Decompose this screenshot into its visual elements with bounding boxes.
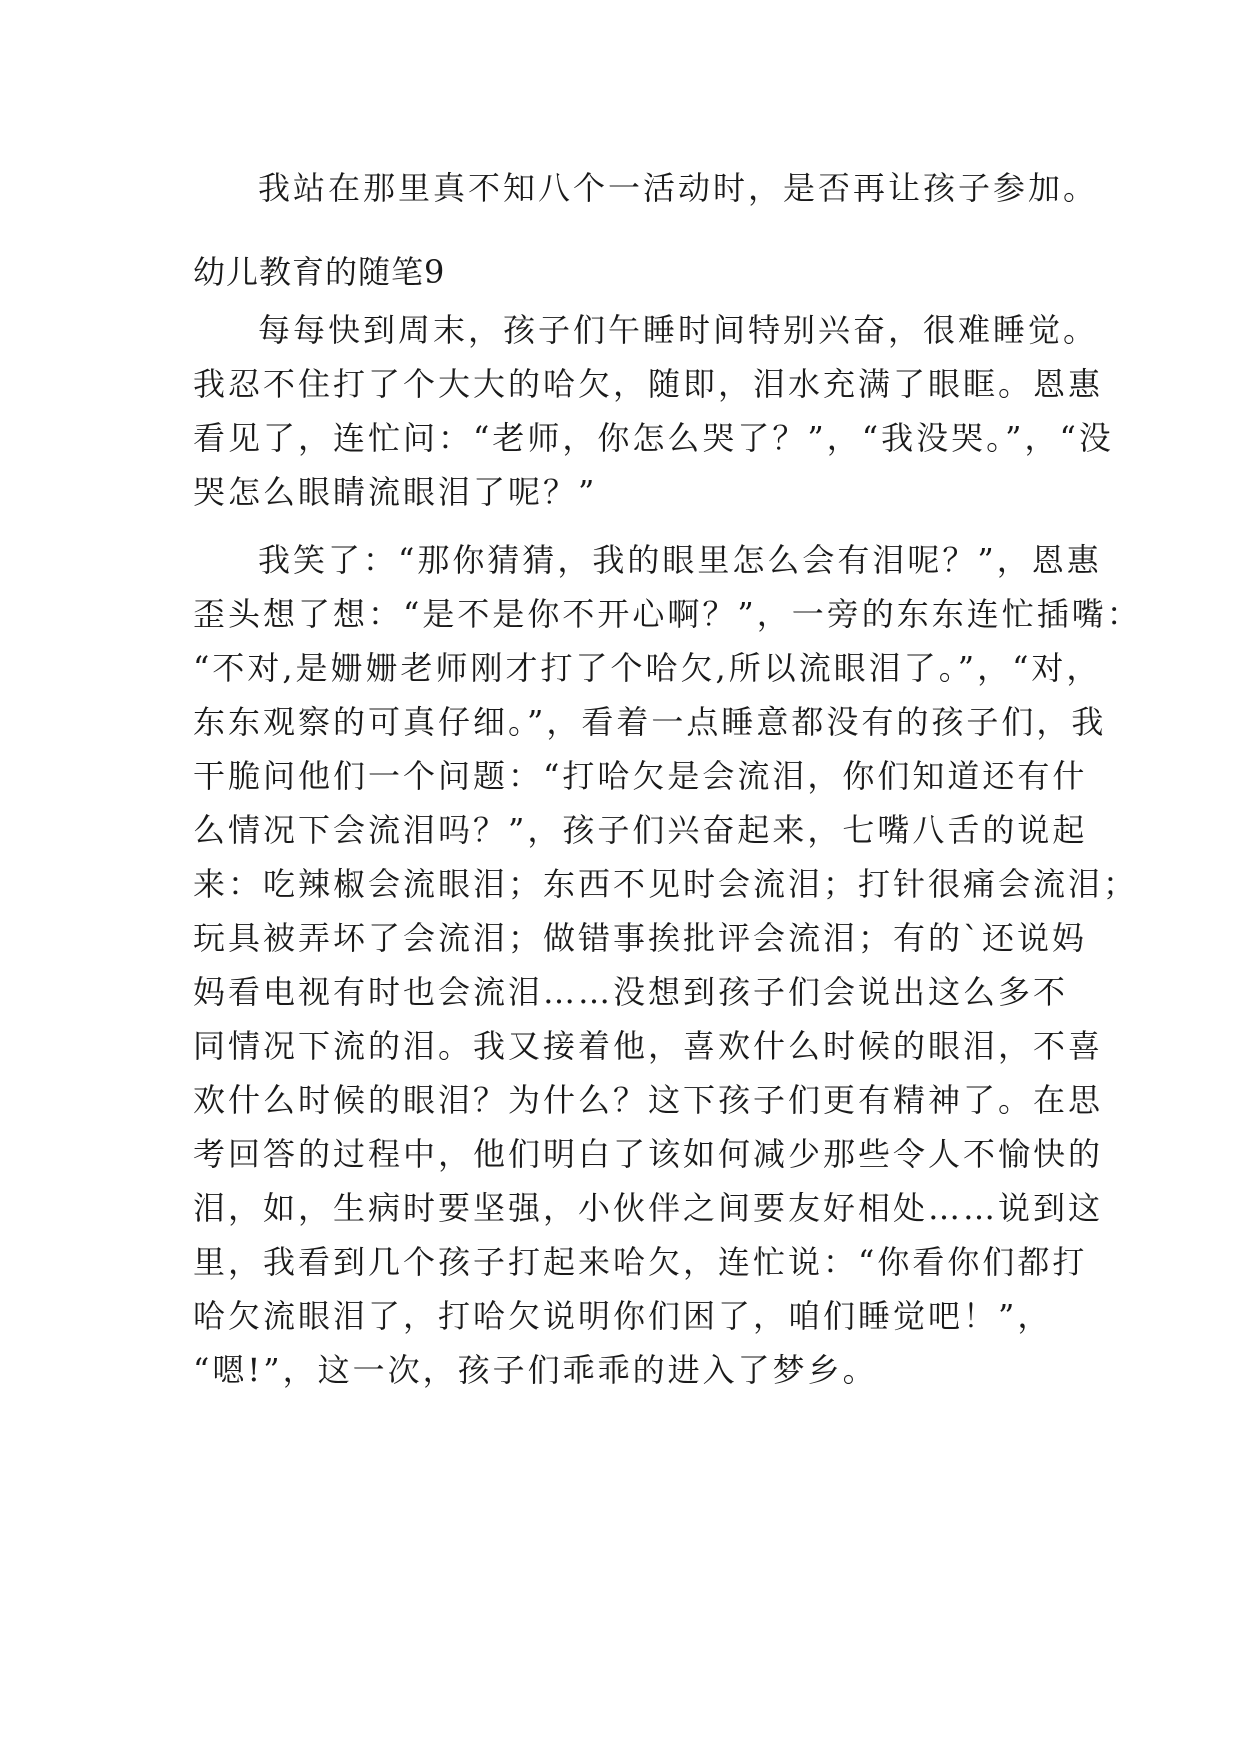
paragraph-line: 歪头想了想：“是不是你不开心啊？”，一旁的东东连忙插嘴： — [193, 595, 1142, 633]
paragraph-line: 同情况下流的泪。我又接着他，喜欢什么时候的眼泪，不喜 — [193, 1027, 1104, 1065]
paragraph-line: “嗯!”，这一次，孩子们乖乖的进入了梦乡。 — [193, 1351, 878, 1389]
paragraph-line: 看见了，连忙问：“老师，你怎么哭了？”，“我没哭。”，“没 — [193, 419, 1114, 457]
paragraph-line: 玩具被弄坏了会流泪；做错事挨批评会流泪；有的`还说妈 — [193, 919, 1088, 957]
paragraph-line: 里，我看到几个孩子打起来哈欠，连忙说：“你看你们都打 — [193, 1243, 1088, 1281]
paragraph-line: 么情况下会流泪吗？”，孩子们兴奋起来，七嘴八舌的说起 — [193, 811, 1088, 849]
paragraph-line: 东东观察的可真仔细。”，看着一点睡意都没有的孩子们，我 — [193, 703, 1107, 741]
paragraph-line: 每每快到周末，孩子们午睡时间特别兴奋，很难睡觉。 — [258, 311, 1099, 349]
paragraph-line: “不对,是姗姗老师刚才打了个哈欠,所以流眼泪了。”，“对， — [193, 649, 1102, 687]
paragraph-line: 我站在那里真不知八个一活动时，是否再让孩子参加。 — [258, 169, 1099, 207]
paragraph-line: 干脆问他们一个问题：“打哈欠是会流泪，你们知道还有什 — [193, 757, 1088, 795]
paragraph-line: 欢什么时候的眼泪？为什么？这下孩子们更有精神了。在思 — [193, 1081, 1104, 1119]
paragraph-line: 妈看电视有时也会流泪……没想到孩子们会说出这么多不 — [193, 973, 1069, 1011]
paragraph-line: 我忍不住打了个大大的哈欠，随即，泪水充满了眼眶。恩惠 — [193, 365, 1104, 403]
paragraph-line: 我笑了：“那你猜猜，我的眼里怎么会有泪呢？”，恩惠 — [258, 541, 1102, 579]
section-heading: 幼儿教育的随笔9 — [193, 253, 446, 291]
paragraph-line: 泪，如，生病时要坚强，小伙伴之间要友好相处……说到这 — [193, 1189, 1104, 1227]
paragraph-line: 考回答的过程中，他们明白了该如何减少那些令人不愉快的 — [193, 1135, 1104, 1173]
paragraph-line: 哈欠流眼泪了，打哈欠说明你们困了，咱们睡觉吧！”， — [193, 1297, 1053, 1335]
paragraph-line: 哭怎么眼睛流眼泪了呢？” — [193, 473, 598, 511]
paragraph-line: 来：吃辣椒会流眼泪；东西不见时会流泪；打针很痛会流泪； — [193, 865, 1139, 903]
